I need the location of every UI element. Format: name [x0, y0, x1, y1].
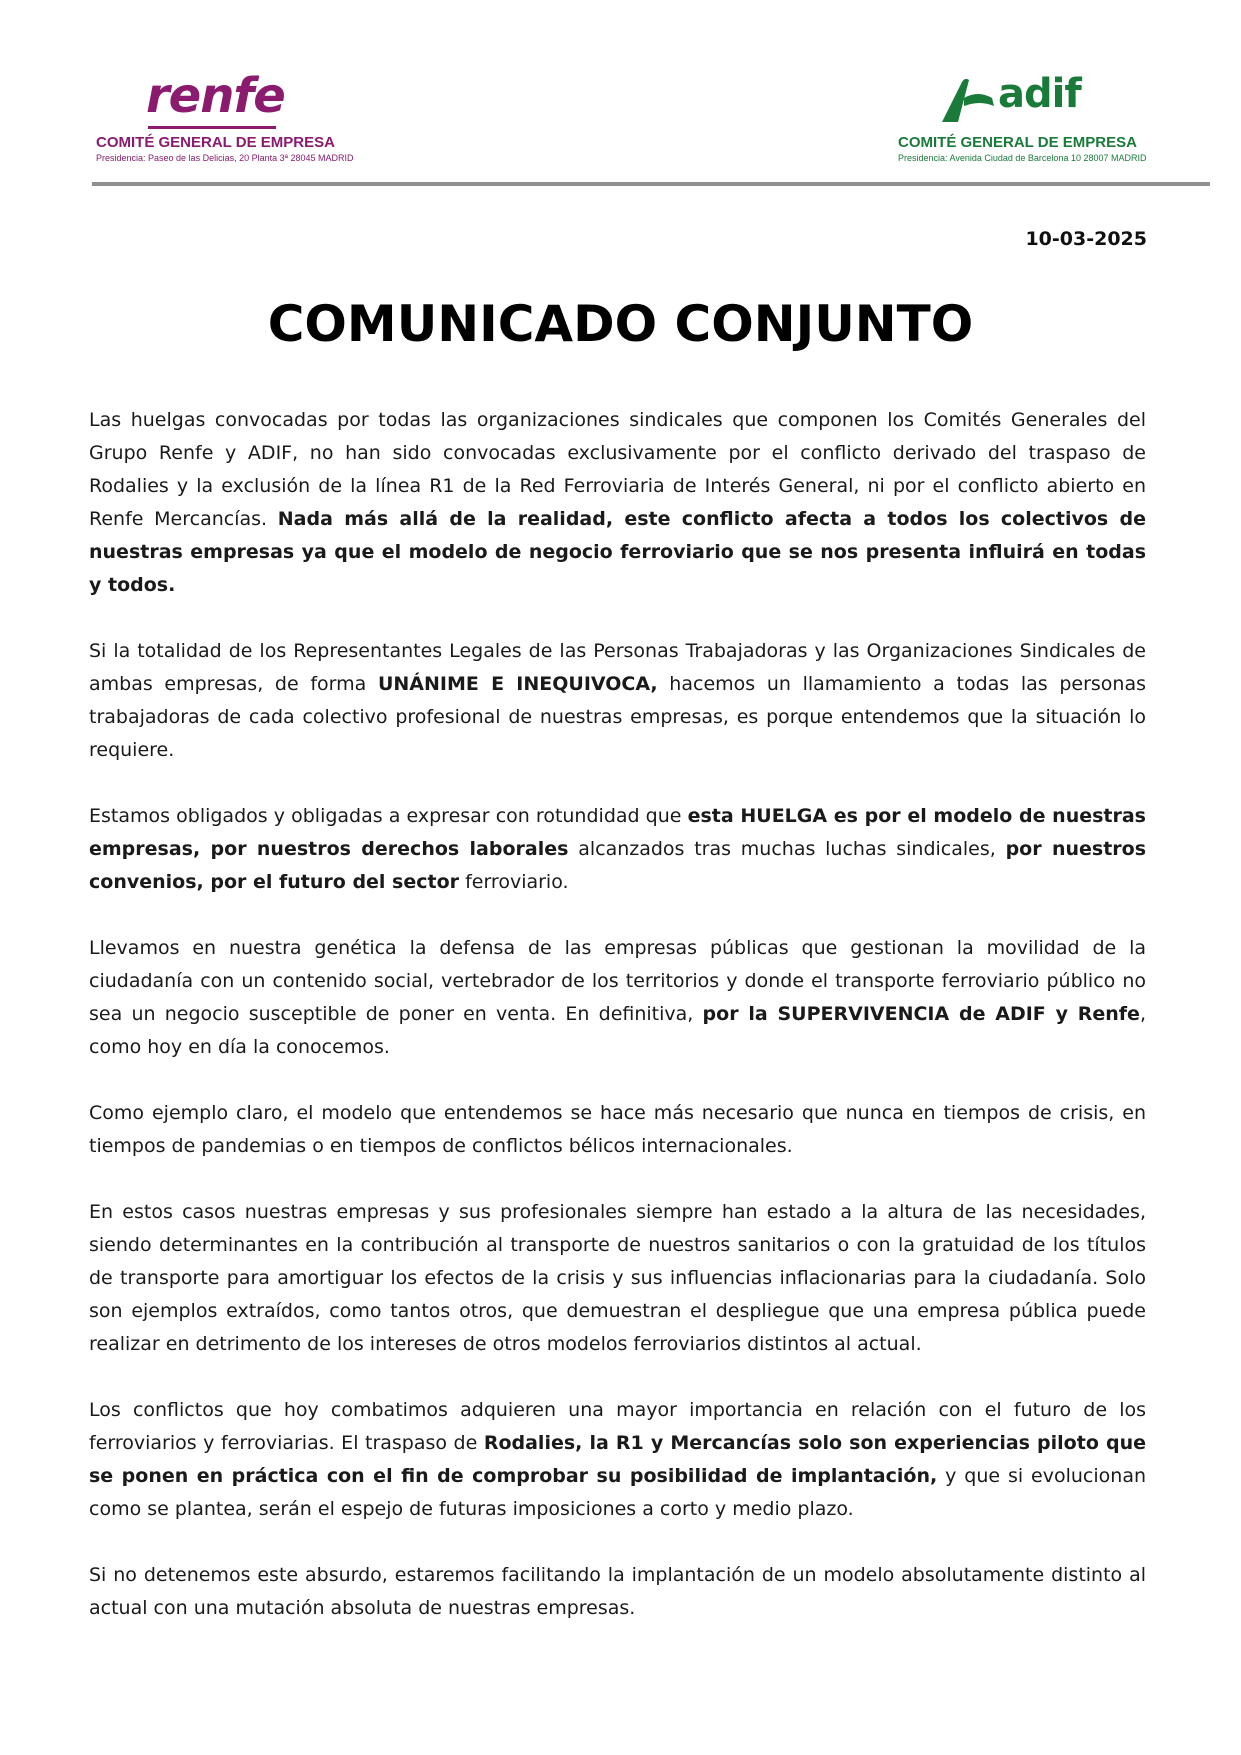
body-paragraph	[89, 800, 1146, 899]
paragraph-bold-text: esta HUELGA es por el modelo de nuestras empresas, por nuestros derechos laborales	[89, 805, 1146, 860]
document-title: COMUNICADO CONJUNTO	[267, 295, 974, 353]
adif-logo-block	[898, 71, 1198, 174]
adif-logo: adif	[998, 71, 1081, 117]
paragraph-bold-text: UNÁNIME E INEQUIVOCA,	[377, 673, 658, 695]
paragraph-bold-text: Nada más allá de la realidad, este conflicto afecta a todos los colectivos de nuestras empresas ya que el modelo de negocio ferroviario que se nos presenta influirá en todas y todos.	[89, 508, 1147, 596]
body-paragraph	[89, 1097, 1146, 1163]
adif-logo-icon	[938, 76, 996, 124]
paragraph-text: y que si evolucionan como se plantea, serán el espejo de futuras imposiciones a corto y medio plazo.	[89, 1465, 1146, 1520]
paragraph-text: Llevamos en nuestra genética la defensa de las empresas públicas que gestionan la movilidad de la ciudadanía con un contenido social, vertebrador de los territorios y donde el transporte ferroviario público no sea un negocio susceptible de poner en venta. En definitiva,	[89, 937, 1146, 1025]
paragraph-text: Como ejemplo claro, el modelo que entendemos se hace más necesario que nunca en tiempos de crisis, en tiempos de pandemias o en tiempos de conflictos bélicos internacionales.	[89, 1102, 1146, 1157]
paragraph-text: Los conflictos que hoy combatimos adquieren una mayor importancia en relación con el futuro de los ferroviarios y ferroviarias. El traspaso de	[89, 1399, 1146, 1454]
paragraph-text: Estamos obligados y obligadas a expresar con rotundidad que	[89, 805, 688, 827]
body-paragraph	[89, 1559, 1146, 1625]
document-body	[89, 404, 1146, 1658]
header-divider	[92, 182, 1210, 186]
paragraph-text: Las huelgas convocadas por todas las organizaciones sindicales que componen los Comités Generales del Grupo Renfe y ADIF, no han sido convocadas exclusivamente por el conflicto derivado del traspaso de Rodalies y la exclusión de la línea R1 de la Red Ferroviaria de Interés General, ni por el conflicto abierto en Renfe Mercancías.	[89, 409, 1146, 530]
body-paragraph	[89, 1196, 1146, 1361]
renfe-address: Presidencia: Paseo de las Delicias, 20 Planta 3ª 28045 MADRID	[96, 153, 354, 163]
adif-committee-label: COMITÉ GENERAL DE EMPRESA	[898, 134, 1137, 151]
paragraph-text: alcanzados tras muchas luchas sindicales,	[568, 838, 1006, 860]
paragraph-text: Si la totalidad de los Representantes Legales de las Personas Trabajadoras y las Organizaciones Sindicales de ambas empresas, de forma	[89, 640, 1146, 695]
paragraph-bold-text: por nuestros convenios, por el futuro del sector	[89, 838, 1147, 893]
paragraph-text: Si no detenemos este absurdo, estaremos facilitando la implantación de un modelo absolutamente distinto al actual con una mutación absoluta de nuestras empresas.	[89, 1564, 1146, 1619]
paragraph-bold-text: por la SUPERVIVENCIA de ADIF y Renfe	[702, 1003, 1140, 1025]
body-paragraph	[89, 404, 1146, 602]
document-date: 10-03-2025	[1025, 228, 1147, 250]
paragraph-text: ferroviario.	[459, 871, 569, 893]
body-paragraph	[89, 1394, 1146, 1526]
body-paragraph	[89, 932, 1146, 1064]
paragraph-bold-text: Rodalies, la R1 y Mercancías solo son experiencias piloto que se ponen en práctica con el fin de comprobar su posibilidad de implantación,	[89, 1432, 1146, 1487]
renfe-logo: renfe	[146, 68, 285, 124]
body-paragraph	[89, 635, 1146, 767]
paragraph-text: En estos casos nuestras empresas y sus profesionales siempre han estado a la altura de las necesidades, siendo determinantes en la contribución al transporte de nuestros sanitarios o con la gratuidad de los títulos de transporte para amortiguar los efectos de la crisis y sus influencias inflacionarias para la ciudadanía. Solo son ejemplos extraídos, como tantos otros, que demuestran el despliegue que una empresa pública puede realizar en detrimento de los intereses de otros modelos ferroviarios distintos al actual.	[89, 1201, 1146, 1355]
paragraph-text: , como hoy en día la conocemos.	[89, 1003, 1146, 1058]
renfe-committee-label: COMITÉ GENERAL DE EMPRESA	[96, 134, 335, 151]
paragraph-text: hacemos un llamamiento a todas las personas trabajadoras de cada colectivo profesional de nuestras empresas, es porque entendemos que la situación lo requiere.	[89, 673, 1146, 761]
adif-address: Presidencia: Avenida Ciudad de Barcelona 10 28007 MADRID	[898, 153, 1147, 163]
renfe-logo-underline	[148, 126, 276, 129]
